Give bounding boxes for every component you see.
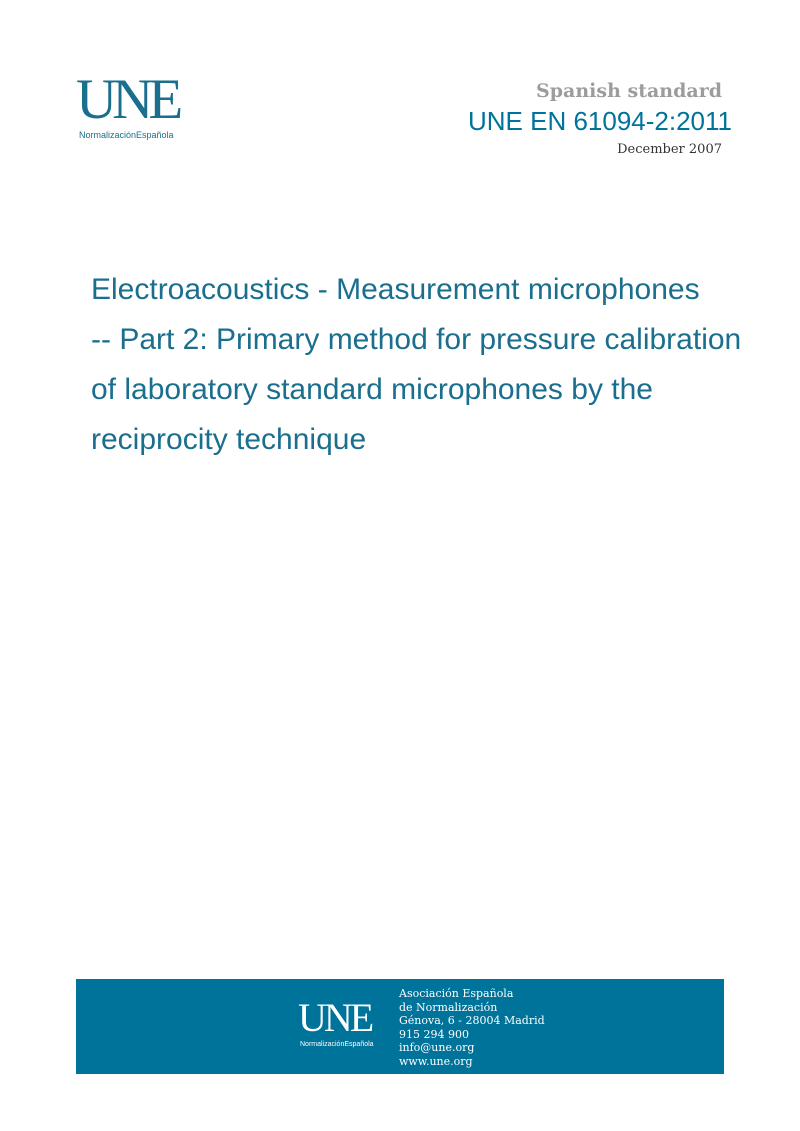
standard-date: December 2007 [617,142,722,157]
footer-contact [399,987,545,1069]
footer-une-logo [298,995,388,1049]
organization-website: www.une.org [399,1054,473,1068]
logo-tagline [79,130,174,141]
organization-email: info@une.org [399,1041,475,1055]
logo-tagline-part2: Española [136,130,174,140]
standard-code: UNE EN 61094-2:2011 [467,106,732,136]
footer-logo-wordmark: UNE [298,995,372,1040]
logo-wordmark: UNE [76,68,179,131]
organization-phone: 915 294 900 [399,1027,469,1041]
standard-kind: Spanish standard [536,80,722,102]
document-title: Electroacoustics - Measurement microphones -- Part 2: Primary method for pressure calibration of laboratory standard microphones by the reciprocity technique [91,273,742,456]
footer-band [76,979,724,1074]
une-logo [76,68,196,146]
footer-logo-tagline [300,1040,374,1049]
organization-address: Génova, 6 - 28004 Madrid [399,1014,545,1028]
standard-header [467,78,732,160]
organization-line1: Asociación Española [399,987,514,1000]
footer-logo-tagline-part1: Normalización [300,1041,345,1048]
logo-tagline-part1: Normalización [79,130,137,140]
footer-logo-tagline-part2: Española [344,1041,374,1048]
organization-line2: de Normalización [399,1000,498,1014]
